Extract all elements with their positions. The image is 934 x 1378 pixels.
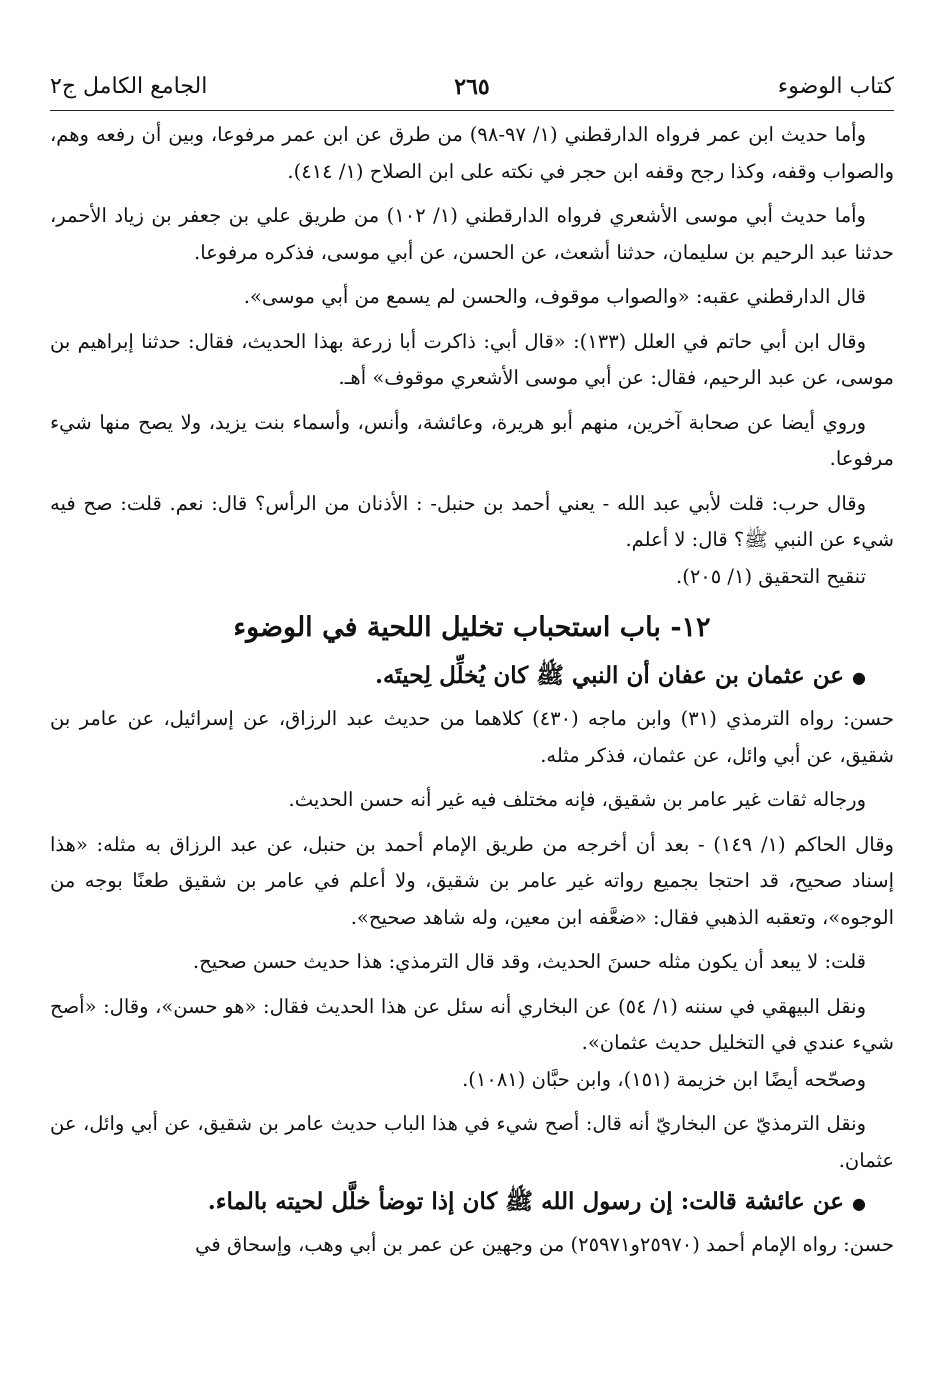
paragraph-tirmidhi-bukhari: ونقل الترمذيّ عن البخاريّ أنه قال: أصح شيء في هذا الباب حديث عامر بن شقيق، عن أبي وائل، عن عثمان. [50, 1112, 894, 1172]
paragraph-tirmidhi: حسن: رواه الترمذي (٣١) وابن ماجه (٤٣٠) كلاهما من حديث عبد الرزاق، عن إسرائيل، عن عامر بن شقيق، عن أبي وائل، عن عثمان، فذكر مثله. [50, 707, 895, 767]
paragraph-ibn-khuzayma: وصحّحه أيضًا ابن خزيمة (١٥١)، وابن حبَّان (١٠٨١). [462, 1067, 866, 1091]
header-book-title: كتاب الوضوء [777, 74, 894, 99]
page-header [50, 60, 894, 111]
hadith-uthman [50, 655, 894, 699]
page-number: ٢٦٥ [454, 74, 490, 100]
paragraph-ilal: وقال ابن أبي حاتم في العلل (١٣٣): «قال أبي: ذاكرت أبا زرعة بهذا الحديث، فقال: حدثنا إبراهيم بن موسى، عن عبد الرحيم، فقال: عن أبي موسى الأشعري موقوف» أهـ. [50, 329, 894, 389]
paragraph-hakim: وقال الحاكم (١/ ١٤٩) - بعد أن أخرجه من طريق الإمام أحمد بن حنبل، عن عبد الرزاق به مثله: «هذا إسناد صحيح، قد احتجا بجميع رواته غير عامر بن شقيق، ولا أعلم في عامر بن شقيق طعنًا بوجه من الوجوه»، وتعقبه الذهبي فقال: «ضعَّفه ابن معين، وله شاهد صحيح». [50, 832, 894, 929]
paragraph-bayhaqi: ونقل البيهقي في سننه (١/ ٥٤) عن البخاري أنه سئل عن هذا الحديث فقال: «هو حسن»، وقال: «أصح شيء عندي في التخليل حديث عثمان». [50, 994, 894, 1054]
paragraph-narrators: ورجاله ثقات غير عامر بن شقيق، فإنه مختلف فيه غير أنه حسن الحديث. [288, 788, 866, 811]
paragraph-other-companions: وروي أيضا عن صحابة آخرين، منهم أبو هريرة، وعائشة، وأنس، وأسماء بنت يزيد، ولا يصح منها شيء مرفوعا. [50, 410, 894, 470]
hadith-aisha [50, 1181, 894, 1225]
hadith-aisha-text: عن عائشة قالت: إن رسول الله ﷺ كان إذا توضأ خلَّل لحيته بالماء. [207, 1188, 845, 1215]
paragraph-harb: وقال حرب: قلت لأبي عبد الله - يعني أحمد بن حنبل- : الأذنان من الرأس؟ قال: نعم. قلت: صح فيه شيء عن النبي ﷺ؟ قال: لا أعلم. [50, 491, 894, 551]
paragraph-ibn-umar: وأما حديث ابن عمر فرواه الدارقطني (١/ ٩٧-٩٨) من طرق عن ابن عمر مرفوعا، وبين أن رفعه وهم، والصواب وقفه، وكذا رجح وقفه ابن حجر في نكته على ابن الصلاح (١/ ٤١٤). [50, 123, 894, 183]
header-volume-title: الجامع الكامل ج٢ [50, 74, 208, 99]
book-page [50, 60, 894, 1360]
hadith-uthman-text: عن عثمان بن عفان أن النبي ﷺ كان يُخلِّل لِحيتَه. [374, 662, 845, 689]
page-body [50, 111, 894, 1264]
paragraph-qultu: قلت: لا يبعد أن يكون مثله حسنَ الحديث، وقد قال الترمذي: هذا حديث حسن صحيح. [192, 950, 866, 973]
paragraph-daraqutni: قال الدارقطني عقبه: «والصواب موقوف، والحسن لم يسمع من أبي موسى». [243, 285, 866, 308]
bullet-icon: ● [852, 668, 866, 687]
paragraph-tanqih: تنقيح التحقيق (١/ ٢٠٥). [676, 564, 866, 588]
bullet-icon: ● [852, 1194, 866, 1213]
chapter-title: ١٢- باب استحباب تخليل اللحية في الوضوء [233, 612, 711, 643]
paragraph-abu-musa: وأما حديث أبي موسى الأشعري فرواه الدارقطني (١/ ١٠٢) من طريق علي بن جعفر بن زياد الأحمر، حدثنا عبد الرحيم بن سليمان، حدثنا أشعث، عن الحسن، عن أبي موسى، فذكره مرفوعا. [50, 204, 894, 264]
paragraph-ahmad: حسن: رواه الإمام أحمد (٢٥٩٧٠و٢٥٩٧١) من وجهين عن عمر بن أبي وهب، وإسحاق في [195, 1233, 894, 1256]
